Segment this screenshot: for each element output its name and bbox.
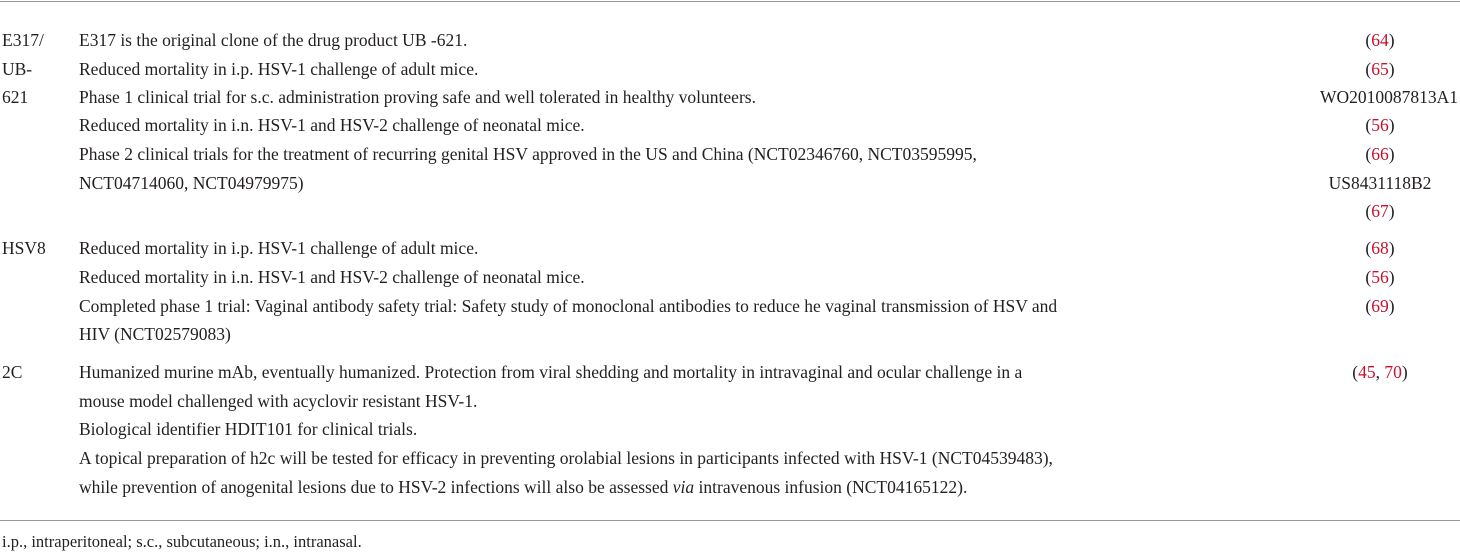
table-bottom-rule — [0, 520, 1460, 521]
reference: (68) — [1365, 238, 1395, 258]
reference-link[interactable]: 68 — [1371, 238, 1389, 258]
reference: (67) — [1365, 201, 1395, 221]
reference-link[interactable]: 69 — [1371, 296, 1389, 316]
description-line: Completed phase 1 trial: Vaginal antibody safety trial: Safety study of monoclonal antibodies to reduce he vaginal transmission of HSV and — [79, 296, 1058, 316]
description-line: A topical preparation of h2c will be tested for efficacy in preventing orolabial lesions in participants infected with HSV-1 (NCT04539483), — [79, 448, 1053, 468]
reference: (65) — [1365, 59, 1395, 79]
description-line — [79, 473, 967, 502]
description-line: Biological identifier HDIT101 for clinical trials. — [79, 419, 418, 439]
description-text: intravenous infusion (NCT04165122). — [694, 477, 968, 497]
reference-link[interactable]: 45 — [1358, 362, 1376, 382]
antibody-name: 621 — [2, 87, 29, 107]
reference-link[interactable]: 67 — [1371, 201, 1389, 221]
antibody-name: UB- — [2, 59, 33, 79]
description-line: E317 is the original clone of the drug product UB -621. — [79, 30, 468, 50]
table-top-rule — [0, 1, 1460, 2]
description-line: Phase 1 clinical trial for s.c. administration proving safe and well tolerated in healthy volunteers. — [79, 87, 756, 107]
description-line: Reduced mortality in i.p. HSV-1 challenge of adult mice. — [79, 238, 479, 258]
description-line: HIV (NCT02579083) — [79, 324, 231, 344]
reference-link[interactable]: 65 — [1371, 59, 1389, 79]
patent-number: US8431118B2 — [1328, 173, 1432, 193]
reference-link[interactable]: 64 — [1371, 30, 1389, 50]
description-italic-text: via — [672, 477, 695, 497]
reference: (56) — [1365, 267, 1395, 287]
reference-link[interactable]: 66 — [1371, 144, 1389, 164]
reference-link[interactable]: 56 — [1371, 115, 1389, 135]
description-line: Phase 2 clinical trials for the treatment of recurring genital HSV approved in the US and China (NCT02346760, NCT03595995, — [79, 144, 977, 164]
antibody-name: E317/ — [2, 30, 44, 50]
antibody-name: HSV8 — [2, 238, 46, 258]
description-line: Reduced mortality in i.n. HSV-1 and HSV-2 challenge of neonatal mice. — [79, 115, 585, 135]
description-line: mouse model challenged with acyclovir resistant HSV-1. — [79, 391, 478, 411]
patent-number: WO2010087813A1 — [1319, 87, 1458, 107]
reference: (45, 70) — [1352, 362, 1408, 382]
reference-link[interactable]: 56 — [1371, 267, 1389, 287]
description-text: while prevention of anogenital lesions due to HSV-2 infections will also be assessed — [79, 477, 673, 497]
reference: (69) — [1365, 296, 1395, 316]
reference-link[interactable]: 70 — [1384, 362, 1402, 382]
reference: (66) — [1365, 144, 1395, 164]
antibody-name: 2C — [2, 362, 23, 382]
description-line: Humanized murine mAb, eventually humanized. Protection from viral shedding and mortality in intravaginal and ocular challenge in a — [79, 362, 1023, 382]
reference: (56) — [1365, 115, 1395, 135]
reference: (64) — [1365, 30, 1395, 50]
description-line: Reduced mortality in i.n. HSV-1 and HSV-2 challenge of neonatal mice. — [79, 267, 585, 287]
description-line: NCT04714060, NCT04979975) — [79, 173, 304, 193]
description-line: Reduced mortality in i.p. HSV-1 challenge of adult mice. — [79, 59, 479, 79]
table-footnote: i.p., intraperitoneal; s.c., subcutaneous; i.n., intranasal. — [2, 532, 362, 551]
